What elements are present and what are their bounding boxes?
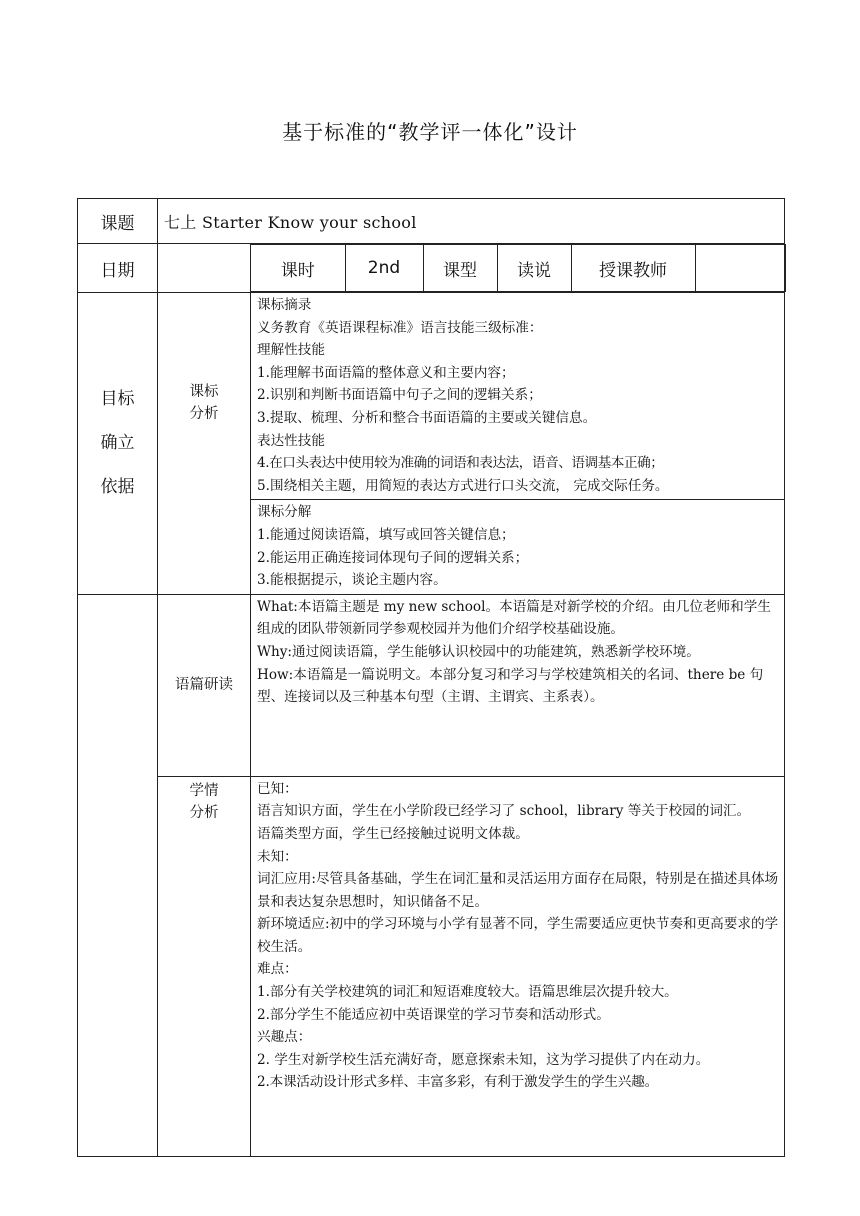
- subject-label: 课题: [78, 199, 158, 244]
- text-study-paragraph: Why:通过阅读语篇，学生能够认识校园中的功能建筑，熟悉新学校环境。: [257, 643, 700, 660]
- subject-value: 七上 Starter Know your school: [158, 199, 785, 244]
- breakdown-line: 3.能根据提示，谈论主题内容。: [257, 572, 447, 589]
- excerpt-line: 课标摘录: [257, 297, 312, 313]
- learner-line: 语言知识方面，学生在小学阶段已经学习了 school，library 等关于校园的词汇。: [257, 803, 751, 820]
- design-table: [77, 198, 785, 1157]
- learner-line: 难点：: [257, 961, 298, 978]
- learner-line: 1.部分有关学校建筑的词汇和短语难度较大。语篇思维层次提升较大。: [257, 984, 678, 1001]
- goal-basis-continued: [78, 594, 158, 1156]
- text-study-paragraph: How:本语篇是一篇说明文。本部分复习和学习与学校建筑相关的名词、there be 句型、连接词以及三种基本句型（主谓、主谓宾、主系表）。: [257, 666, 764, 706]
- date-row: [78, 244, 785, 293]
- excerpt-line: 5.围绕相关主题，用简短的表达方式进行口头交流， 完成交际任务。: [257, 477, 669, 494]
- curriculum-excerpt-row: [78, 293, 785, 500]
- learner-line: 2. 学生对新学校生活充满好奇，愿意探索未知，这为学习提供了内在动力。: [257, 1051, 710, 1068]
- text-study-paragraph: What:本语篇主题是 my new school。本语篇是对新学校的介绍。由几位老师和学生组成的团队带领新同学参观校园并为他们介绍学校基础设施。: [257, 598, 771, 638]
- learner-line: 未知：: [257, 848, 298, 865]
- learner-analysis-row: [78, 776, 785, 1156]
- excerpt-line: 义务教育《英语课程标准》语言技能三级标准：: [257, 319, 543, 336]
- text-study-label: 语篇研读: [158, 594, 251, 776]
- date-value: [158, 244, 251, 293]
- teacher-label: 授课教师: [571, 245, 695, 292]
- breakdown-line: 1.能通过阅读语篇，填写或回答关键信息；: [257, 526, 515, 543]
- excerpt-line: 1.能理解书面语篇的整体意义和主要内容；: [257, 364, 515, 381]
- goal-basis-label: [78, 293, 158, 595]
- excerpt-line: 表达性技能: [257, 432, 325, 449]
- breakdown-line: 2.能运用正确连接词体现句子间的逻辑关系；: [257, 549, 529, 566]
- learner-line: 2.部分学生不能适应初中英语课堂的学习节奏和活动形式。: [257, 1006, 610, 1023]
- learner-analysis-label-line: 学情: [189, 782, 219, 799]
- lesson-info: [251, 244, 786, 292]
- curriculum-analysis-label-line: 分析: [189, 406, 219, 422]
- type-label: 课型: [423, 245, 497, 292]
- excerpt-line: 2.识别和判断书面语篇中句子之间的逻辑关系；: [257, 387, 542, 404]
- learner-line: 兴趣点：: [257, 1029, 312, 1046]
- learner-line: 2.本课活动设计形式多样、丰富多彩，有利于激发学生的学生兴趣。: [257, 1074, 658, 1091]
- lesson-info-cell: [251, 244, 785, 293]
- document-title: 基于标准的“教学评一体化”设计: [282, 120, 578, 144]
- curriculum-analysis-label-line: 课标: [189, 384, 219, 400]
- curriculum-excerpt: [251, 293, 785, 500]
- text-study-row: [78, 594, 785, 776]
- goal-basis-label-line: 依据: [100, 477, 135, 498]
- goal-basis-label-line: 确立: [100, 433, 135, 454]
- excerpt-line: 3.提取、梳理、分析和整合书面语篇的主要或关键信息。: [257, 409, 597, 426]
- curriculum-breakdown: [251, 500, 785, 594]
- learner-analysis-label-line: 分析: [189, 804, 219, 821]
- subject-row: [78, 199, 785, 244]
- learner-line: 语篇类型方面，学生已经接触过说明文体裁。: [257, 825, 529, 842]
- learner-analysis-content: [251, 776, 785, 1156]
- goal-basis-label-line: 目标: [100, 389, 135, 410]
- text-study-content: [251, 594, 785, 776]
- breakdown-line: 课标分解: [257, 504, 312, 521]
- type-value: 读说: [497, 245, 571, 292]
- teacher-value: [695, 245, 785, 292]
- excerpt-line: 4.在口头表达中使用较为准确的词语和表达法，语音、语调基本正确；: [257, 455, 664, 472]
- curriculum-analysis-label: [158, 293, 251, 595]
- date-label: 日期: [78, 244, 158, 293]
- excerpt-line: 理解性技能: [257, 342, 325, 359]
- learner-analysis-label: [158, 776, 251, 1156]
- period-value: 2nd: [345, 245, 423, 292]
- learner-line: 已知：: [257, 780, 298, 797]
- period-label: 课时: [251, 245, 345, 292]
- learner-line: 新环境适应:初中的学习环境与小学有显著不同，学生需要适应更快节奏和更高要求的学校生活。: [257, 916, 779, 955]
- learner-line: 词汇应用:尽管具备基础，学生在词汇量和灵活运用方面存在局限，特别是在描述具体场景和表达复杂思想时，知识储备不足。: [257, 871, 779, 910]
